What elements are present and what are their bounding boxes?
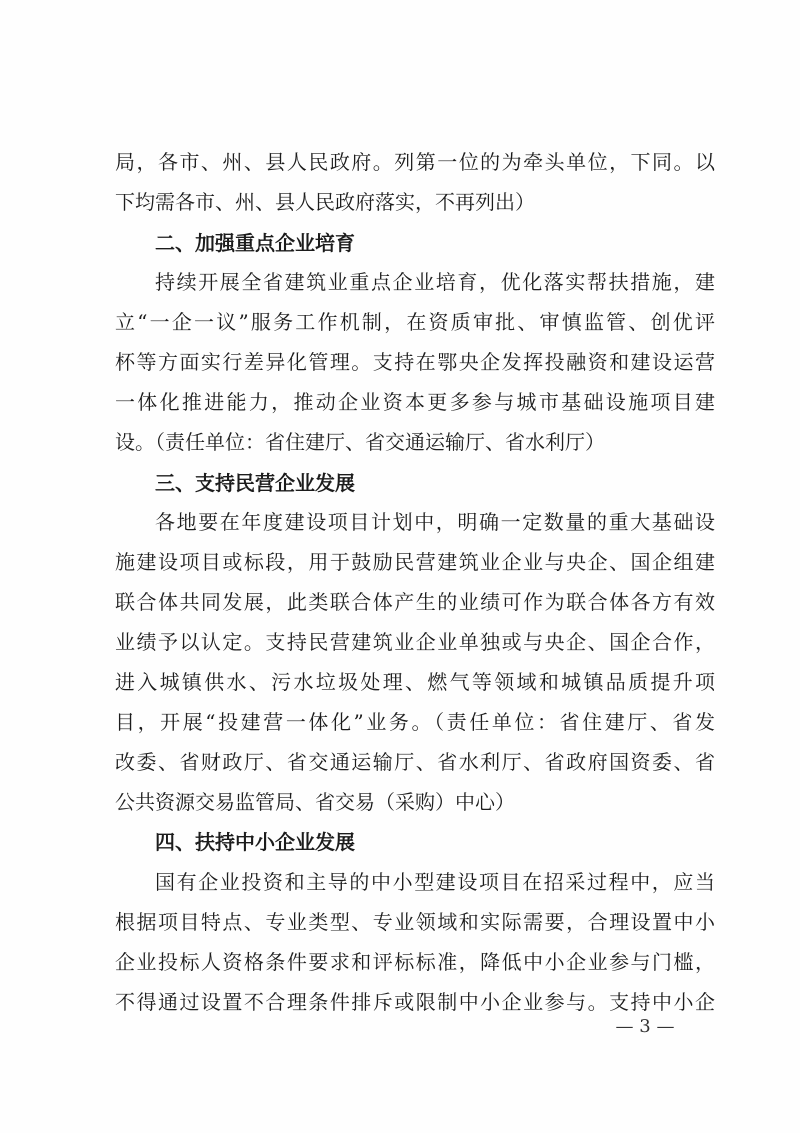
paragraph-line: 业绩予以认定。支持民营建筑业企业单独或与央企、国企合作，: [115, 630, 715, 654]
paragraph-line: 根据项目特点、专业类型、专业领域和实际需要，合理设置中小: [115, 910, 715, 934]
paragraph-line: 设。（责任单位：省住建厅、省交通运输厅、省水利厅）: [115, 430, 605, 454]
section-heading-2: 二、加强重点企业培育: [155, 231, 355, 255]
paragraph-line: 不得通过设置不合理条件排斥或限制中小企业参与。支持中小企: [115, 990, 715, 1014]
paragraph-line: 一体化推进能力，推动企业资本更多参与城市基础设施项目建: [115, 390, 715, 414]
paragraph-line: 杯等方面实行差异化管理。支持在鄂央企发挥投融资和建设运营: [115, 350, 715, 374]
paragraph-line: 施建设项目或标段，用于鼓励民营建筑业企业与央企、国企组建: [115, 550, 715, 574]
paragraph-line: 局，各市、州、县人民政府。列第一位的为牵头单位，下同。以: [115, 150, 715, 174]
paragraph-line: 立“一企一议”服务工作机制，在资质审批、审慎监管、创优评: [115, 310, 715, 334]
paragraph-line: 国有企业投资和主导的中小型建设项目在招采过程中，应当: [155, 870, 715, 894]
paragraph-line: 改委、省财政厅、省交通运输厅、省水利厅、省政府国资委、省: [115, 750, 715, 774]
paragraph-line: 联合体共同发展，此类联合体产生的业绩可作为联合体各方有效: [115, 590, 715, 614]
paragraph-line: 持续开展全省建筑业重点企业培育，优化落实帮扶措施，建: [155, 270, 715, 294]
paragraph-line: 各地要在年度建设项目计划中，明确一定数量的重大基础设: [155, 510, 715, 534]
paragraph-line: 目，开展“投建营一体化”业务。（责任单位：省住建厅、省发: [115, 710, 715, 734]
paragraph-line: 下均需各市、州、县人民政府落实，不再列出）: [115, 190, 535, 214]
paragraph-line: 企业投标人资格条件要求和评标标准，降低中小企业参与门槛，: [115, 950, 715, 974]
page-number: — 3 —: [615, 1016, 675, 1037]
paragraph-line: 进入城镇供水、污水垃圾处理、燃气等领域和城镇品质提升项: [115, 670, 715, 694]
section-heading-4: 四、扶持中小企业发展: [155, 830, 355, 854]
paragraph-line: 公共资源交易监管局、省交易（采购）中心）: [115, 790, 515, 814]
section-heading-3: 三、支持民营企业发展: [155, 471, 355, 495]
